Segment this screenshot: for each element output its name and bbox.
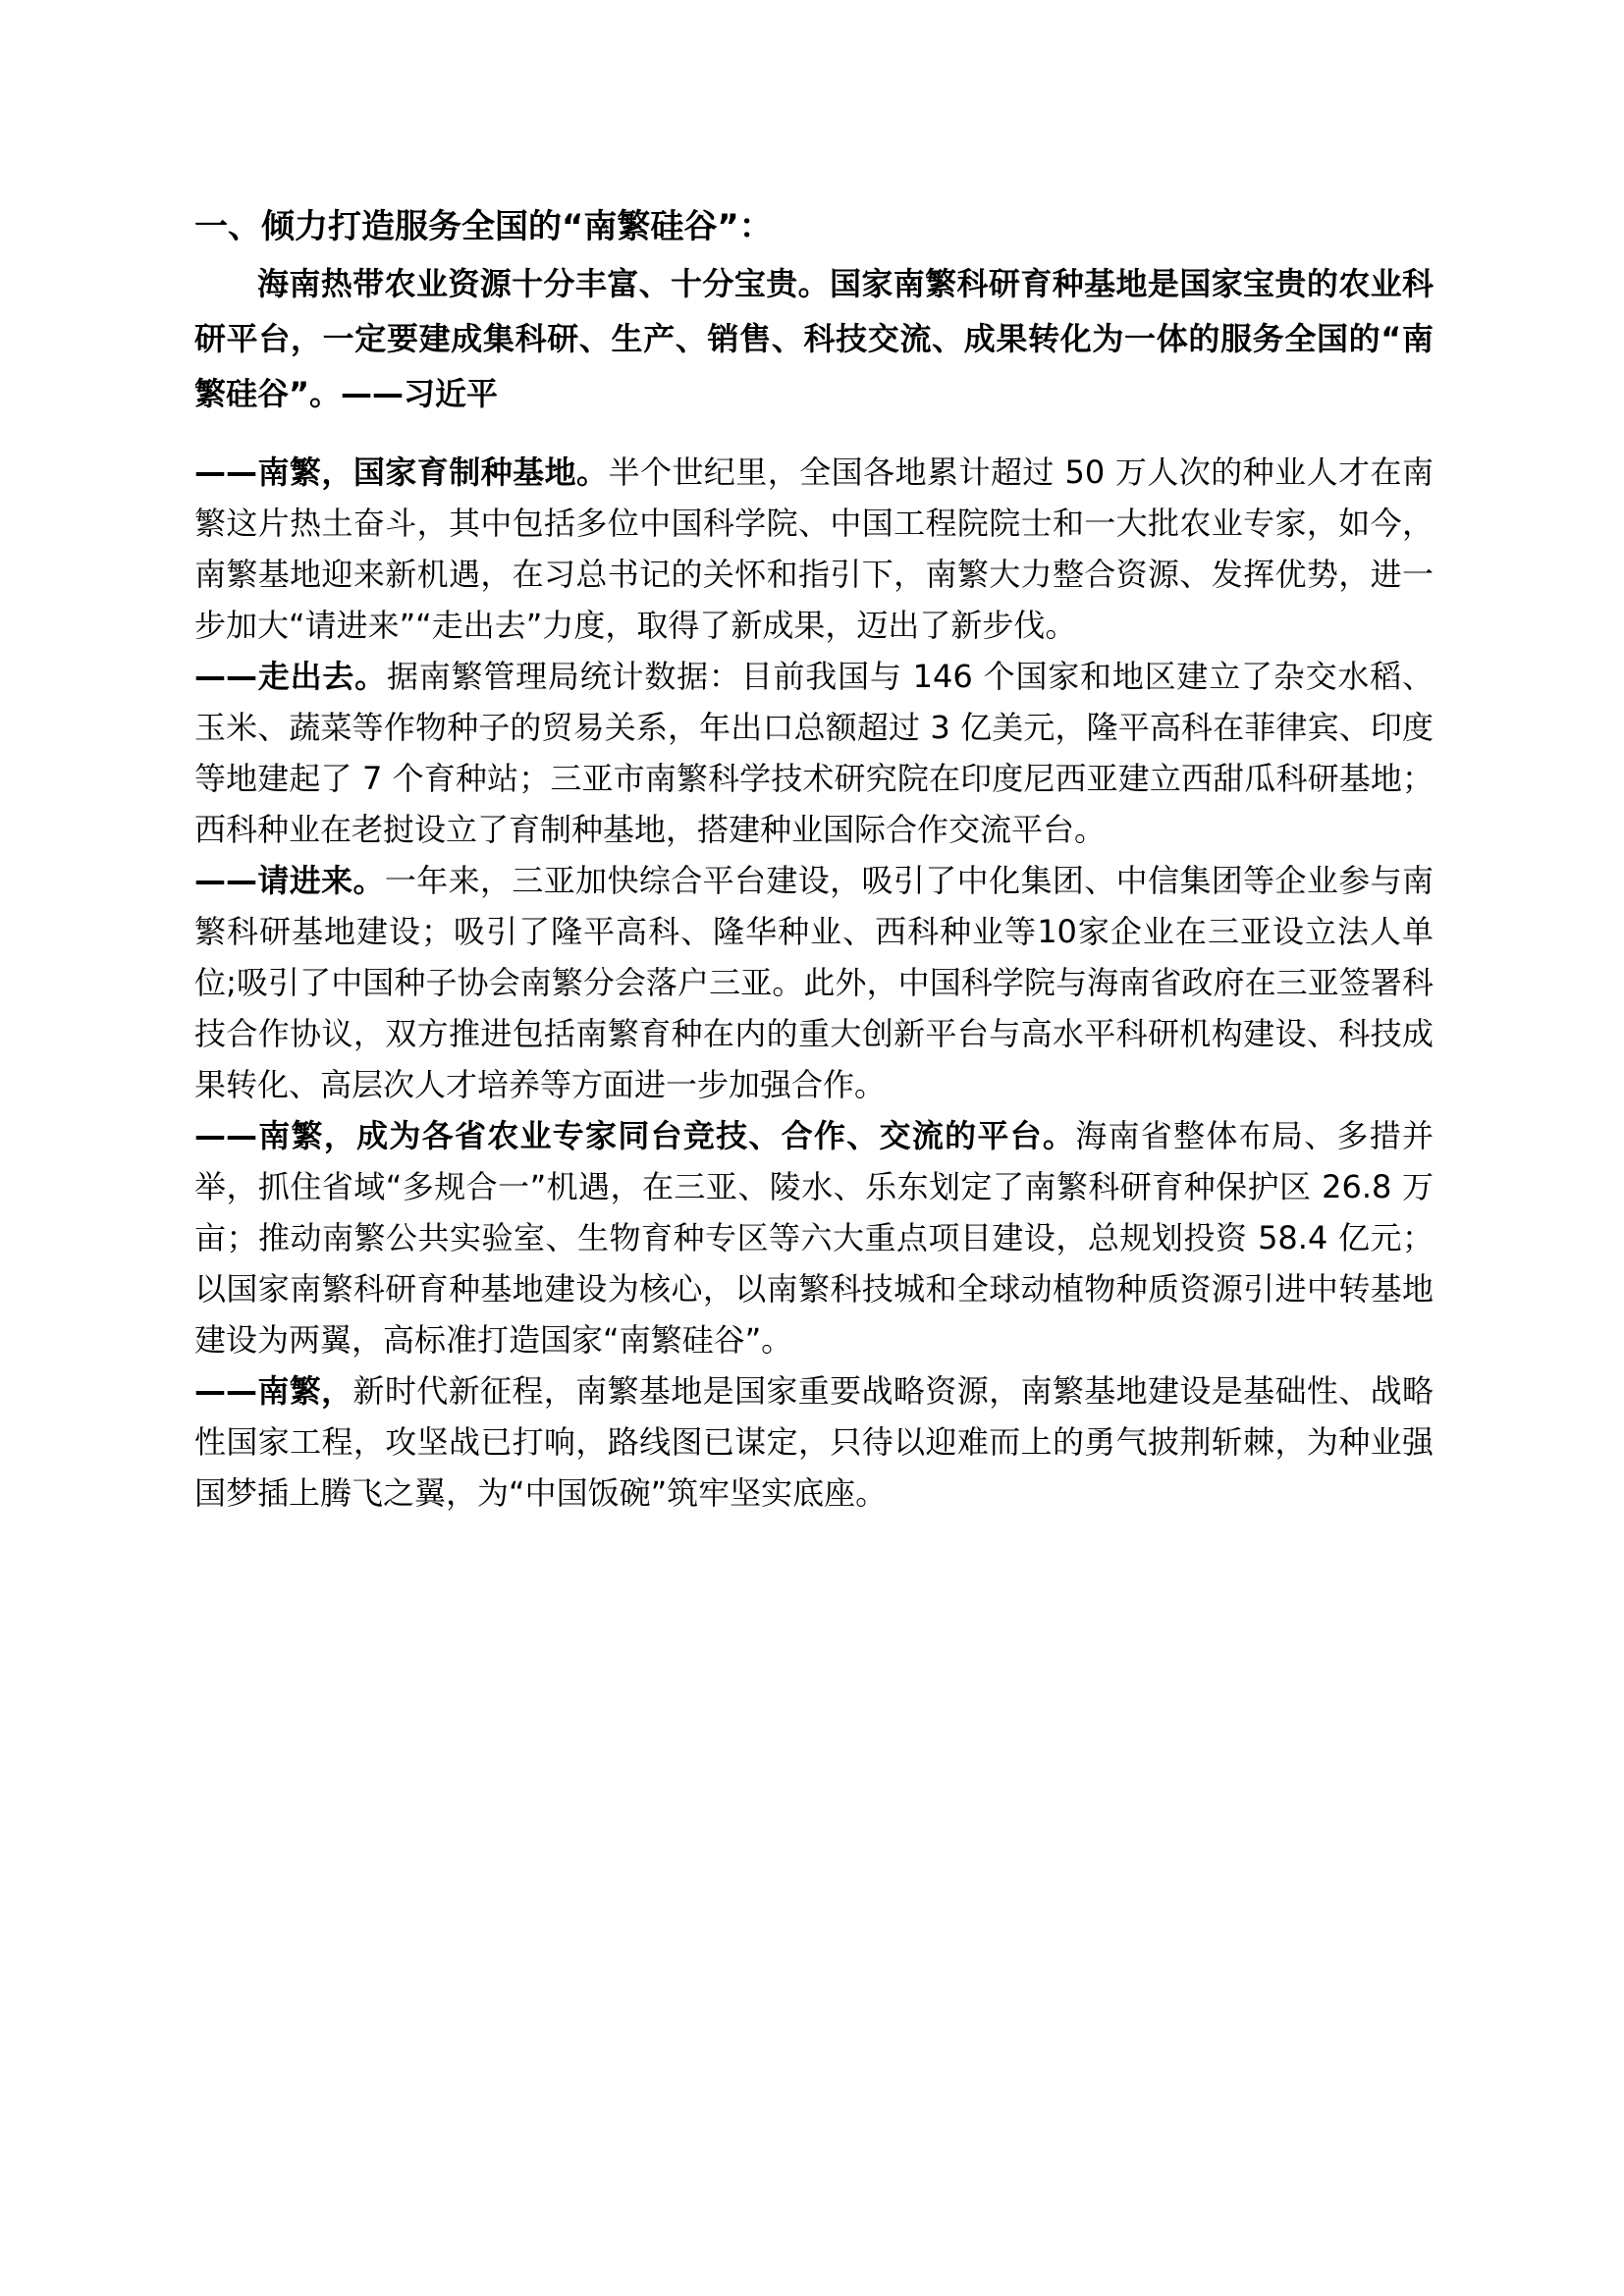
paragraph-lead: ——南繁，国家育制种基地。 bbox=[194, 454, 609, 491]
paragraph-new-era bbox=[194, 1365, 1434, 1519]
paragraph-body: 据南繁管理局统计数据：目前我国与 146 个国家和地区建立了杂交水稻、玉米、蔬菜等作物种子的贸易关系，年出口总额超过 3 亿美元，隆平高科在菲律宾、印度等地建起了 7 个育种站；三亚市南繁科学技术研究院在印度尼西亚建立西甜瓜科研基地；西科种业在老挝设立了育制种基地，搭建种业国际合作交流平台。 bbox=[194, 658, 1434, 848]
leader-quote: 海南热带农业资源十分丰富、十分宝贵。国家南繁科研育种基地是国家宝贵的农业科研平台，一定要建成集科研、生产、销售、科技交流、成果转化为一体的服务全国的“南繁硅谷”。——习近平 bbox=[194, 265, 1434, 412]
paragraph-body: 新时代新征程，南繁基地是国家重要战略资源，南繁基地建设是基础性、战略性国家工程，攻坚战已打响，路线图已谋定，只待以迎难而上的勇气披荆斩棘，为种业强国梦插上腾飞之翼，为“中国饭碗”筑牢坚实底座。 bbox=[194, 1372, 1434, 1512]
paragraph-base bbox=[194, 447, 1434, 651]
paragraph-platform bbox=[194, 1110, 1434, 1365]
section-heading: 一、倾力打造服务全国的“南繁硅谷”： bbox=[194, 207, 773, 246]
paragraph-body: 海南省整体布局、多措并举，抓住省域“多规合一”机遇，在三亚、陵水、乐东划定了南繁科研育种保护区 26.8 万亩；推动南繁公共实验室、生物育种专区等六大重点项目建设，总规划投资 58.4 亿元；以国家南繁科研育种基地建设为核心，以南繁科技城和全球动植物种质资源引进中转基地建设为两翼，高标准打造国家“南繁硅谷”。 bbox=[194, 1117, 1434, 1359]
paragraph-body: 一年来，三亚加快综合平台建设，吸引了中化集团、中信集团等企业参与南繁科研基地建设；吸引了隆平高科、隆华种业、西科种业等10家企业在三亚设立法人单位;吸引了中国种子协会南繁分会落户三亚。此外，中国科学院与海南省政府在三亚签署科技合作协议，双方推进包括南繁育种在内的重大创新平台与高水平科研机构建设、科技成果转化、高层次人才培养等方面进一步加强合作。 bbox=[194, 862, 1434, 1103]
paragraph-lead: ——请进来。 bbox=[194, 862, 385, 899]
paragraph-lead: ——南繁， bbox=[194, 1372, 353, 1410]
paragraph-lead: ——走出去。 bbox=[194, 658, 387, 695]
paragraph-going-out bbox=[194, 651, 1434, 855]
paragraph-body: 半个世纪里，全国各地累计超过 50 万人次的种业人才在南繁这片热土奋斗，其中包括多位中国科学院、中国工程院院士和一大批农业专家，如今，南繁基地迎来新机遇，在习总书记的关怀和指引下，南繁大力整合资源、发挥优势，进一步加大“请进来”“走出去”力度，取得了新成果，迈出了新步伐。 bbox=[194, 454, 1434, 644]
paragraph-bringing-in bbox=[194, 855, 1434, 1110]
paragraph-lead: ——南繁，成为各省农业专家同台竞技、合作、交流的平台。 bbox=[194, 1117, 1076, 1154]
document-page bbox=[194, 201, 1434, 1519]
